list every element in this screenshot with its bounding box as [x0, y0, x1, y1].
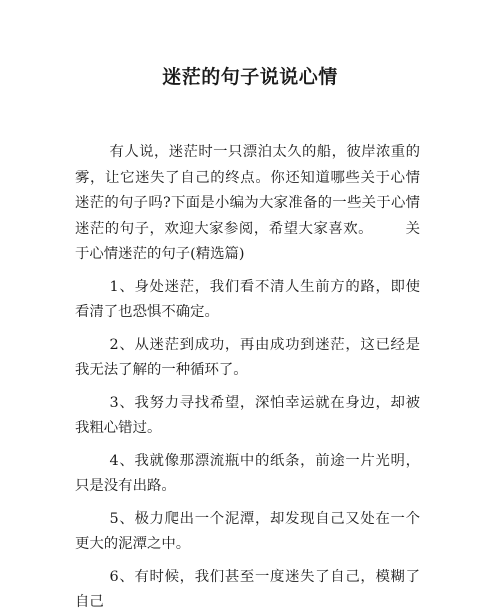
document-body [75, 140, 420, 616]
document-title: 迷茫的句子说说心情 [162, 66, 338, 88]
section-subtitle: 关于心情迷茫的句子(精选篇) [75, 220, 420, 262]
list-item: 5、极力爬出一个泥潭，却发现自己又处在一个更大的泥潭之中。 [75, 510, 420, 552]
intro-text: 有人说，迷茫时一只漂泊太久的船，彼岸浓重的雾，让它迷失了自己的终点。你还知道哪些关于心情迷茫的句子吗?下面是小编为大家准备的一些关于心情迷茫的句子，欢迎大家参阅，希望大家喜欢。 [75, 144, 420, 237]
list-item: 2、从迷茫到成功，再由成功到迷茫，这已经是我无法了解的一种循环了。 [75, 336, 420, 378]
list-item: 3、我努力寻找希望，深怕幸运就在身边，却被我粗心错过。 [75, 394, 420, 436]
list-item: 4、我就像那漂流瓶中的纸条，前途一片光明，只是没有出路。 [75, 452, 420, 494]
list-item: 6、有时候，我们甚至一度迷失了自己，模糊了自己 [75, 568, 420, 610]
intro-paragraph [75, 140, 420, 268]
list-item: 1、身处迷茫，我们看不清人生前方的路，即使看清了也恐惧不确定。 [75, 278, 420, 320]
